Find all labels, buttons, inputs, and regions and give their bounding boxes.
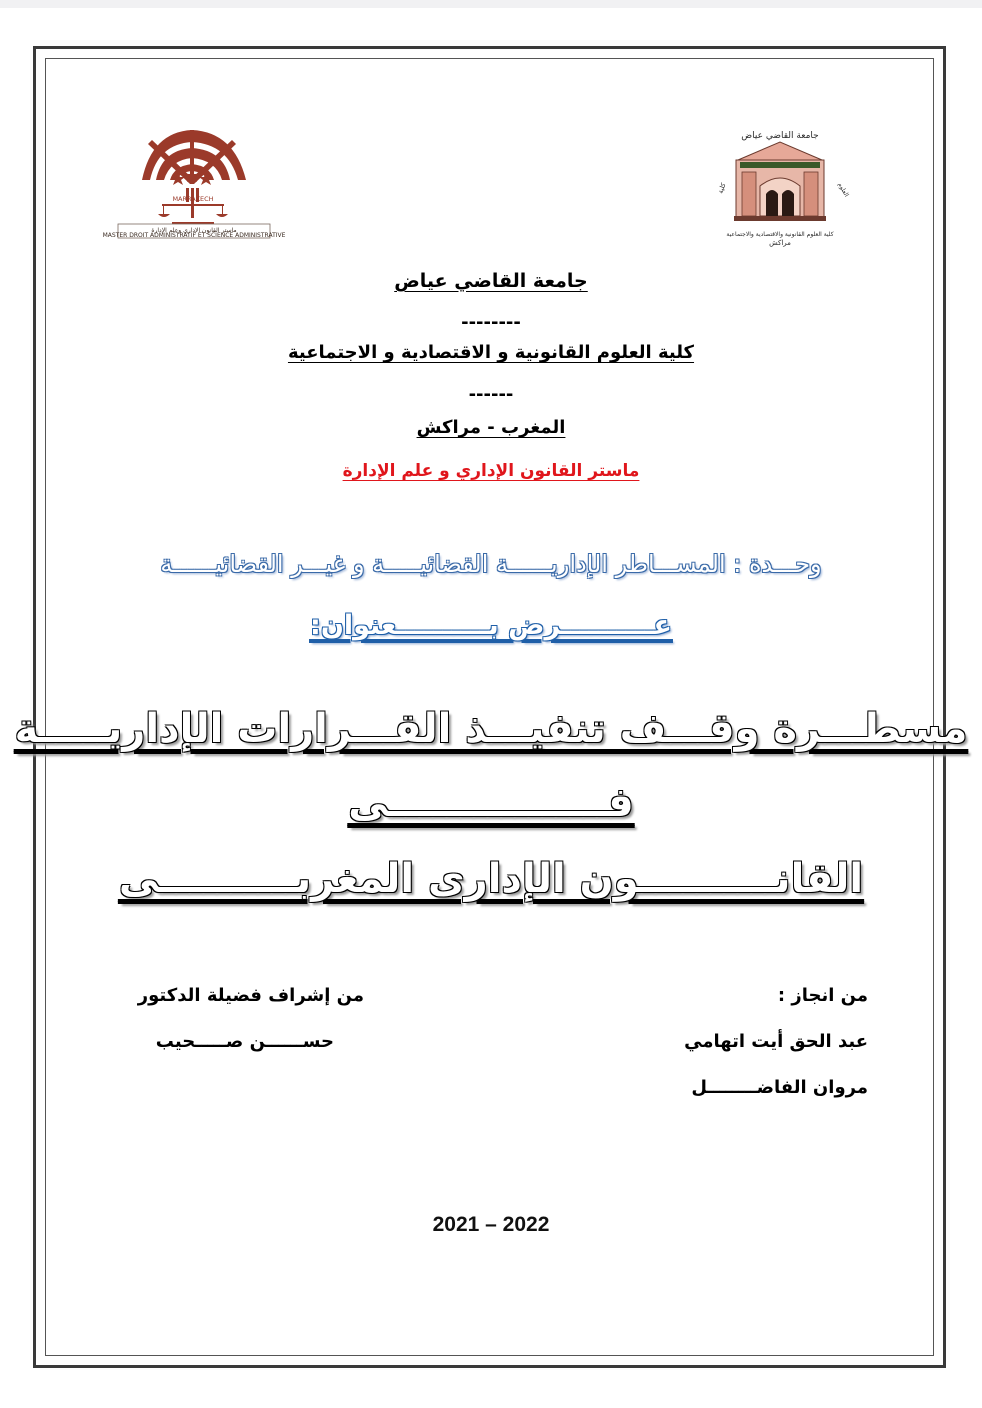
city-line: المغرب - مراكش: [416, 417, 566, 438]
svg-text:ماستر القانون الإداري وعلم الإ: ماستر القانون الإداري وعلم الإدارة: [151, 227, 237, 234]
master-logo-icon: [102, 122, 286, 240]
svg-text:جامعة القاضي عياض: جامعة القاضي عياض: [741, 131, 819, 141]
subject-label: عــــــــــرض بــــــــــعنوان:: [310, 610, 672, 641]
master-program: ماستر القانون الإداري و علم الإدارة: [342, 461, 640, 481]
svg-text:كلية: كلية: [716, 181, 728, 195]
supervisor-name: حســــــن صـــــحيب: [155, 1031, 334, 1052]
svg-text:MARRAKECH: MARRAKECH: [172, 195, 214, 203]
academic-year: 2021 – 2022: [432, 1213, 550, 1236]
faculty-building-logo-icon: [700, 124, 860, 248]
faculty-name: كلية العلوم القانونية و الاقتصادية و الاجتماعية: [287, 342, 695, 363]
svg-text:العلوم: العلوم: [836, 181, 850, 199]
title-line-1: مسطـــرة وقـــف تنفيـــذ القـــرارات الإداريـــــة: [14, 706, 968, 752]
separator-1: --------: [461, 312, 521, 333]
university-name: جامعة القاضي عياض: [394, 270, 588, 292]
svg-text:MASTER DROIT ADMINISTRATIF ET: MASTER DROIT ADMINISTRATIF ET SCIENCE ADMINISTRATIVE: [102, 232, 286, 239]
authors-label: من انجاز :: [777, 985, 868, 1006]
svg-text:مراكش: مراكش: [769, 239, 791, 247]
author-name: عبد الحق أيت اتهامي: [684, 1031, 868, 1052]
title-line-3: القانــــــــــون الإدارى المغربــــــــــى: [118, 856, 864, 902]
title-line-2: فــــــــــــــــى: [348, 780, 634, 826]
author-name: مروان الفاضــــــــل: [691, 1077, 868, 1098]
top-strip: [0, 0, 982, 8]
module-name: وحـــدة : المســـاطر الإداريــــــة القضائيـــــة و غيـــر القضائيــــــة: [160, 550, 822, 578]
supervisor-label: من إشراف فضيلة الدكتور: [137, 985, 364, 1006]
separator-2: ------: [468, 384, 514, 405]
svg-text:كلية العلوم القانونية والاقتصا: كلية العلوم القانونية والاقتصادية والاجتماعية: [726, 231, 834, 238]
